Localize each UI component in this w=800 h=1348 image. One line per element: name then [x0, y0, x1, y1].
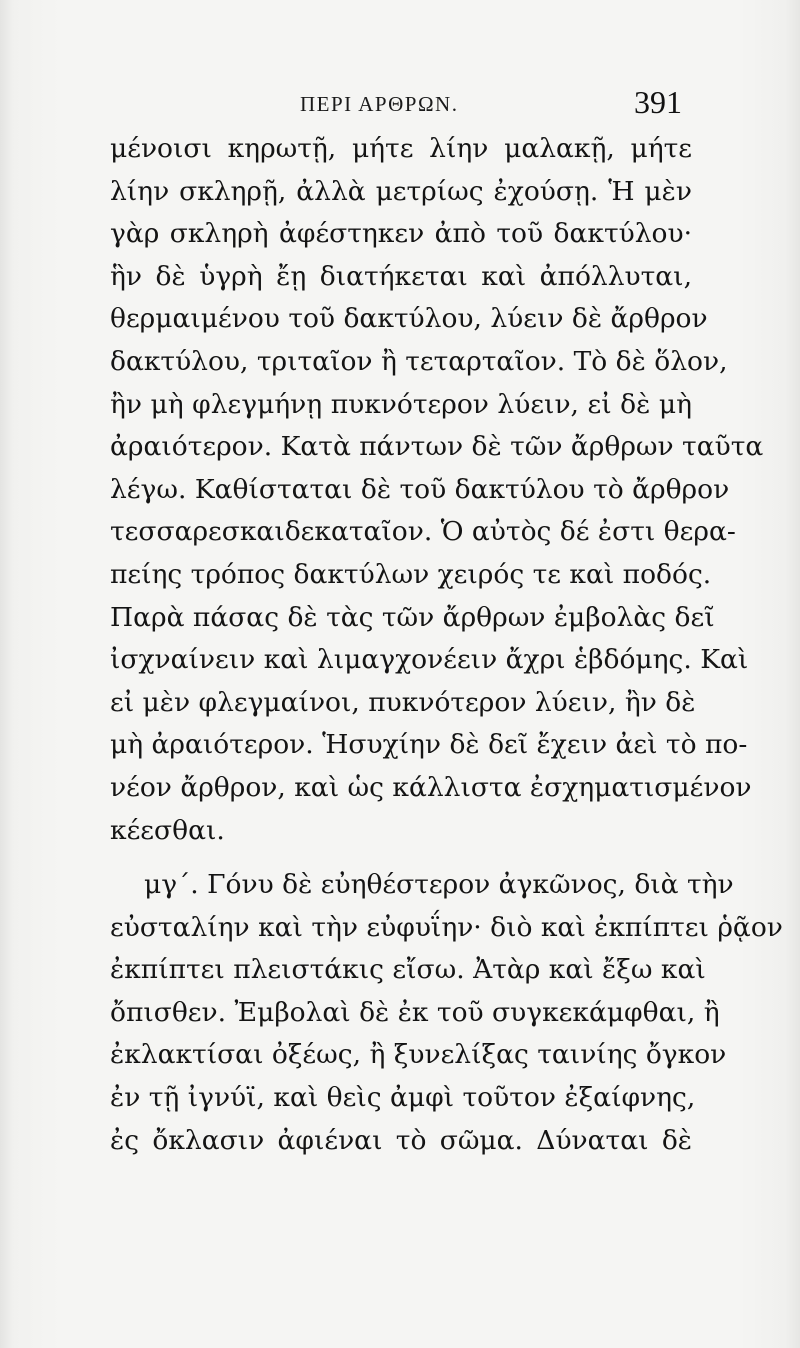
text-line: ἢν μὴ φλεγμήνῃ πυκνότερον λύειν, εἰ δὲ μὴ — [110, 388, 692, 420]
text-line: γὰρ σκληρὴ ἀφέστηκεν ἀπὸ τοῦ δακτύλου· — [110, 218, 692, 250]
text-line: πείης τρόπος δακτύλων χειρός τε καὶ ποδός. — [110, 558, 712, 590]
text-line: εὐσταλίην καὶ τὴν εὐφυΐην· διὸ καὶ ἐκπίπτει ῥᾷον — [110, 911, 783, 943]
text-line: Παρὰ πάσας δὲ τὰς τῶν ἄρθρων ἐμβολὰς δεῖ — [110, 601, 715, 633]
text-line: ἐκλακτίσαι ὀξέως, ἢ ξυνελίξας ταινίης ὄγκον — [110, 1039, 727, 1071]
text-line: τεσσαρεσκαιδεκαταῖον. Ὁ αὐτὸς δέ ἐστι θερα- — [110, 516, 736, 548]
text-line: νέον ἄρθρον, καὶ ὡς κάλλιστα ἐσχηματισμένον — [110, 771, 752, 803]
text-line: ἰσχναίνειν καὶ λιμαγχονέειν ἄχρι ἑβδόμης. Καὶ — [110, 644, 749, 676]
text-line: εἰ μὲν φλεγμαίνοι, πυκνότερον λύειν, ἢν δὲ — [110, 686, 696, 718]
running-head — [0, 84, 800, 120]
text-line: μὴ ἀραιότερον. Ἡσυχίην δὲ δεῖ ἔχειν ἀεὶ τὸ πο- — [110, 729, 748, 761]
text-line: ἐκπίπτει πλειστάκις εἴσω. Ἀτὰρ καὶ ἔξω καὶ — [110, 954, 706, 986]
text-line: δακτύλου, τριταῖον ἢ τεταρταῖον. Τὸ δὲ ὅλον, — [110, 345, 728, 377]
running-title: ΠΕΡΙ ΑΡΘΡΩΝ. — [300, 92, 459, 116]
body-text — [110, 128, 783, 1162]
section-start-line: μγ΄. Γόνυ δὲ εὐηθέστερον ἀγκῶνος, διὰ τὴν — [144, 869, 734, 901]
text-line: ἀραιότερον. Κατὰ πάντων δὲ τῶν ἄρθρων ταῦτα — [110, 431, 764, 463]
text-line: ἣν δὲ ὑγρὴ ἔῃ διατήκεται καὶ ἀπόλλυται, — [110, 260, 692, 292]
text-line: ὄπισθεν. Ἐμβολαὶ δὲ ἐκ τοῦ συγκεκάμφθαι, ἢ — [110, 996, 720, 1028]
text-line: μένοισι κηρωτῇ, μήτε λίην μαλακῇ, μήτε — [110, 133, 692, 164]
text-line: θερμαιμένου τοῦ δακτύλου, λύειν δὲ ἄρθρον — [110, 303, 708, 335]
page-number: 391 — [634, 84, 682, 120]
text-line: λίην σκληρῇ, ἀλλὰ μετρίως ἐχούσῃ. Ἡ μὲν — [110, 175, 692, 207]
text-line: λέγω. Καθίσταται δὲ τοῦ δακτύλου τὸ ἄρθρον — [110, 473, 730, 505]
text-line: ἐς ὄκλασιν ἀφιέναι τὸ σῶμα. Δύναται δὲ — [110, 1124, 692, 1156]
text-line: ἐν τῇ ἰγνύϊ, καὶ θεὶς ἀμφὶ τοῦτον ἐξαίφνης, — [110, 1082, 696, 1114]
text-line: κέεσθαι. — [110, 814, 225, 846]
